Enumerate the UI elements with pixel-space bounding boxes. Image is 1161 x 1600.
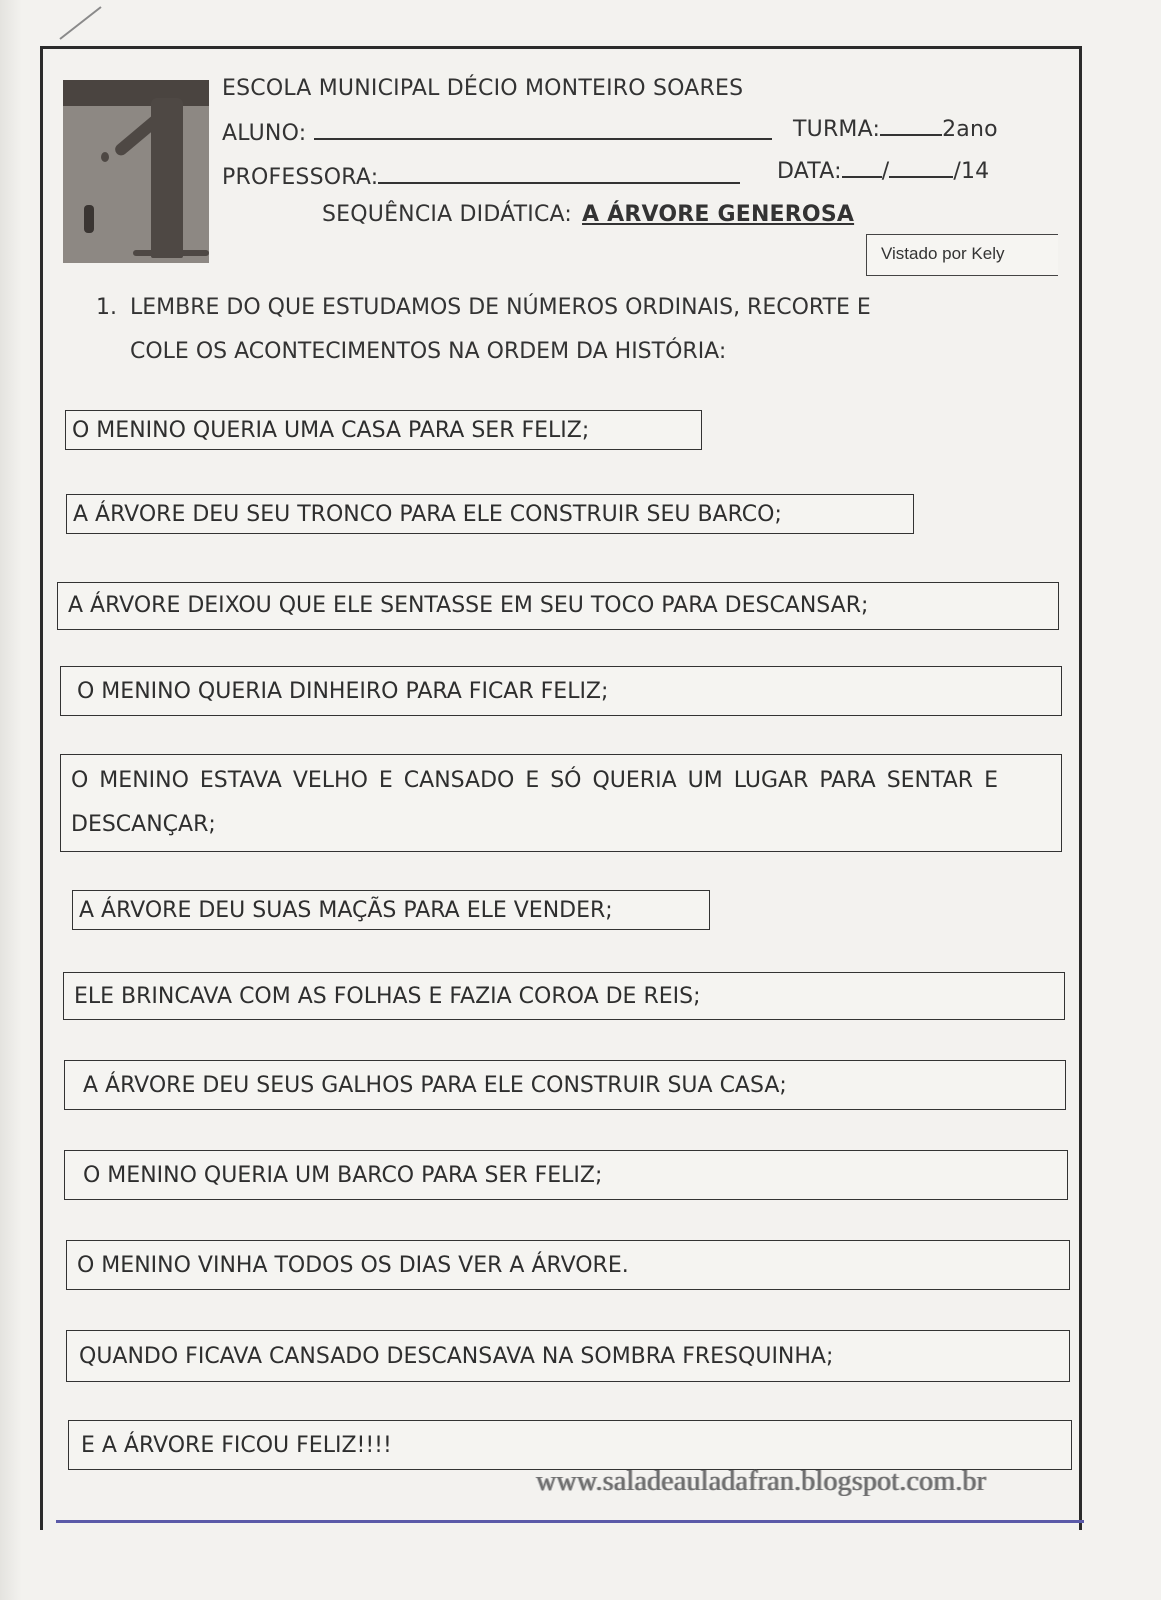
professora-blank[interactable]	[378, 164, 740, 184]
event-card-11[interactable]: QUANDO FICAVA CANSADO DESCANSAVA NA SOMBRA FRESQUINHA;	[66, 1330, 1070, 1382]
blog-watermark: www.saladeauladafran.blogspot.com.br	[536, 1466, 987, 1497]
staple-mark	[59, 6, 101, 40]
turma-field	[793, 116, 998, 142]
question-line-2: COLE OS ACONTECIMENTOS NA ORDEM DA HISTÓRIA:	[130, 339, 727, 364]
event-card-8[interactable]: A ÁRVORE DEU SEUS GALHOS PARA ELE CONSTRUIR SUA CASA;	[64, 1060, 1066, 1110]
data-year: /14	[953, 159, 990, 184]
tree-illustration-image	[63, 80, 209, 263]
data-day-blank[interactable]	[842, 158, 882, 178]
event-card-7[interactable]: ELE BRINCAVA COM AS FOLHAS E FAZIA COROA DE REIS;	[63, 972, 1065, 1020]
aluno-field	[222, 120, 772, 146]
event-card-10[interactable]: O MENINO VINHA TODOS OS DIAS VER A ÁRVORE.	[66, 1240, 1070, 1290]
event-card-4[interactable]: O MENINO QUERIA DINHEIRO PARA FICAR FELIZ;	[60, 666, 1062, 716]
event-card-9[interactable]: O MENINO QUERIA UM BARCO PARA SER FELIZ;	[64, 1150, 1068, 1200]
event-card-12[interactable]: E A ÁRVORE FICOU FELIZ!!!!	[68, 1420, 1072, 1470]
data-field	[777, 158, 989, 184]
event-card-1[interactable]: O MENINO QUERIA UMA CASA PARA SER FELIZ;	[65, 410, 702, 450]
turma-label: TURMA:	[793, 117, 881, 142]
data-separator: /	[881, 159, 890, 184]
school-name: ESCOLA MUNICIPAL DÉCIO MONTEIRO SOARES	[222, 76, 744, 101]
page-frame-bottom-line	[56, 1520, 1084, 1523]
tree-trunk	[151, 98, 183, 258]
question-1	[96, 286, 871, 374]
tree-roots	[133, 250, 209, 256]
sequence-heading	[322, 202, 854, 227]
falling-apple-icon	[101, 152, 109, 162]
data-month-blank[interactable]	[889, 158, 953, 178]
question-number: 1.	[96, 295, 117, 320]
event-card-3[interactable]: A ÁRVORE DEIXOU QUE ELE SENTASSE EM SEU TOCO PARA DESCANSAR;	[57, 582, 1059, 630]
turma-blank[interactable]	[880, 116, 942, 136]
tree-canopy	[63, 80, 209, 106]
event-card-2[interactable]: A ÁRVORE DEU SEU TRONCO PARA ELE CONSTRUIR SEU BARCO;	[66, 494, 914, 534]
sequence-title: A ÁRVORE GENEROSA	[582, 202, 855, 227]
vistado-stamp: Vistado por Kely	[866, 234, 1058, 276]
sequence-label: SEQUÊNCIA DIDÁTICA:	[322, 202, 573, 227]
scan-edge	[0, 0, 22, 1600]
data-label: DATA:	[777, 159, 842, 184]
aluno-blank[interactable]	[314, 120, 772, 140]
event-card-5[interactable]: O MENINO ESTAVA VELHO E CANSADO E SÓ QUERIA UM LUGAR PARA SENTAR E DESCANÇAR;	[60, 754, 1062, 852]
turma-value: 2ano	[942, 117, 998, 142]
professora-label: PROFESSORA:	[222, 165, 379, 190]
question-line-1: LEMBRE DO QUE ESTUDAMOS DE NÚMEROS ORDINAIS, RECORTE E	[130, 295, 871, 320]
aluno-label: ALUNO:	[222, 121, 307, 146]
boy-figure-icon	[84, 205, 94, 233]
event-card-6[interactable]: A ÁRVORE DEU SUAS MAÇÃS PARA ELE VENDER;	[72, 890, 710, 930]
professora-field	[222, 164, 740, 190]
